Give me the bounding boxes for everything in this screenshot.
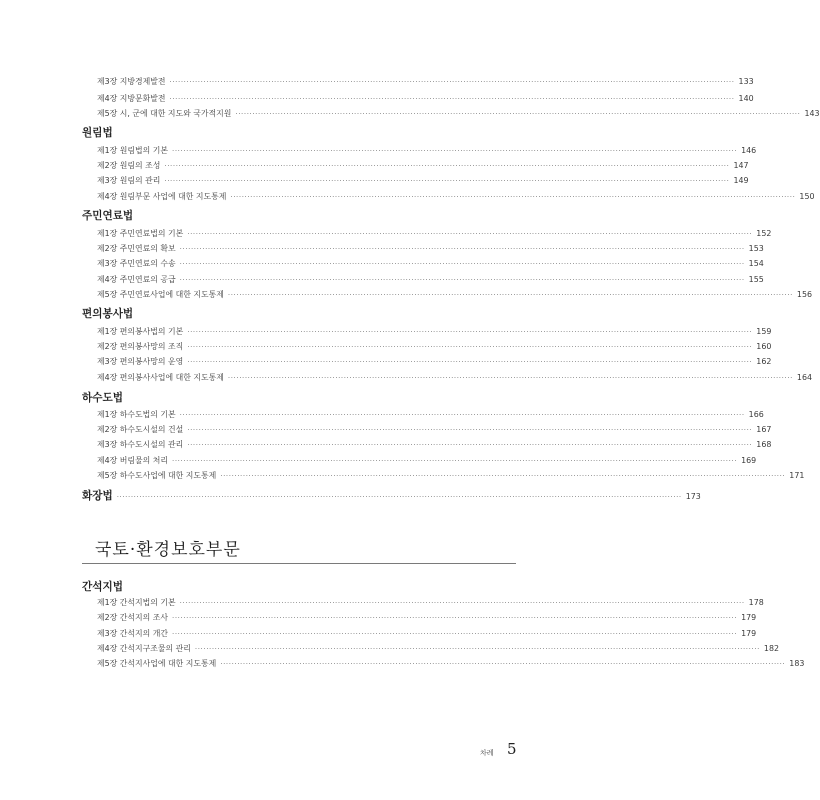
toc-entry[interactable] [97, 659, 805, 669]
toc-entry[interactable] [97, 259, 764, 269]
dot-leader: ········································································································································································································ [164, 162, 730, 170]
toc-entry-label: 제3장 하수도시설의 관리 [97, 440, 184, 449]
toc-entry-label: 제2장 편의봉사망의 조직 [97, 342, 184, 351]
dot-leader: ········································································································································································································ [235, 110, 801, 118]
toc-entry[interactable] [97, 357, 772, 367]
toc-page-number: 167 [756, 425, 772, 434]
toc-entry[interactable] [97, 244, 764, 254]
toc-entry[interactable] [97, 161, 749, 171]
dot-leader: ········································································································································································································ [187, 343, 753, 351]
dot-leader: ········································································································································································································ [172, 630, 738, 638]
dot-leader: ········································································································································································································ [187, 230, 753, 238]
toc-entry[interactable] [97, 290, 812, 300]
toc-entry-label: 제1장 하수도법의 기본 [97, 410, 176, 419]
toc-entry-label: 화장법 [82, 490, 113, 502]
dot-leader: ········································································································································································································ [172, 457, 738, 465]
toc-page-number: 171 [789, 471, 805, 480]
toc-entry-label: 제3장 지방경제발전 [97, 77, 166, 86]
section-heading: 편의봉사법 [82, 308, 134, 320]
dot-leader: ········································································································································································································ [179, 599, 745, 607]
toc-entry-label: 제3장 원림의 관리 [97, 176, 161, 185]
toc-entry[interactable] [97, 327, 772, 337]
dot-leader: ········································································································································································································ [179, 245, 745, 253]
toc-entry-label: 제5장 간석지사업에 대한 지도통제 [97, 659, 217, 668]
dot-leader: ········································································································································································································ [227, 374, 793, 382]
toc-entry[interactable] [97, 342, 772, 352]
dot-leader: ········································································································································································································ [164, 177, 730, 185]
toc-entry[interactable] [97, 644, 779, 654]
toc-entry-label: 제5장 시, 군에 대한 지도와 국가적지원 [97, 109, 232, 118]
toc-entry-label: 제1장 주민연료법의 기본 [97, 229, 184, 238]
toc-page-number: 164 [796, 373, 812, 382]
toc-entry[interactable] [97, 456, 757, 466]
toc-page-number: 168 [756, 440, 772, 449]
toc-page-number: 179 [741, 629, 757, 638]
page-number: 5 [507, 740, 517, 758]
toc-entry[interactable] [97, 176, 749, 186]
dot-leader: ········································································································································································································ [169, 78, 735, 86]
toc-entry-label: 제2장 간석지의 조사 [97, 613, 169, 622]
toc-page-number: 140 [738, 94, 754, 103]
toc-entry-label: 제1장 원림법의 기본 [97, 146, 169, 155]
toc-entry[interactable] [97, 146, 757, 156]
toc-entry-label: 제1장 편의봉사법의 기본 [97, 327, 184, 336]
section-heading: 주민연료법 [82, 210, 134, 222]
toc-entry-label: 제2장 주민연료의 확보 [97, 244, 176, 253]
dot-leader: ········································································································································································································ [187, 441, 753, 449]
toc-entry[interactable] [97, 613, 757, 623]
toc-entry[interactable] [97, 229, 772, 239]
toc-page-number: 156 [796, 290, 812, 299]
toc-page-number: 160 [756, 342, 772, 351]
toc-entry-label: 제4장 버림물의 처리 [97, 456, 169, 465]
major-heading: 국토·환경보호부문 [95, 540, 241, 560]
toc-page-number: 155 [748, 275, 764, 284]
toc-page-number: 162 [756, 357, 772, 366]
toc-entry-label: 제4장 지방문화발전 [97, 94, 166, 103]
toc-entry-label: 제4장 편의봉사사업에 대한 지도통제 [97, 373, 224, 382]
toc-entry[interactable] [97, 598, 764, 608]
toc-entry[interactable] [97, 471, 805, 481]
toc-entry[interactable] [97, 629, 757, 639]
dot-leader: ········································································································································································································ [194, 645, 760, 653]
toc-page-number: 143 [804, 109, 820, 118]
toc-page-number: 182 [763, 644, 779, 653]
dot-leader: ········································································································································································································ [172, 614, 738, 622]
toc-entry-label: 제5장 주민연료사업에 대한 지도통제 [97, 290, 224, 299]
toc-page-number: 149 [733, 176, 749, 185]
dot-leader: ········································································································································································································ [227, 291, 793, 299]
section-heading: 간석지법 [82, 581, 123, 593]
toc-entry[interactable] [97, 77, 754, 87]
toc-entry-label: 제3장 편의봉사망의 운영 [97, 357, 184, 366]
toc-entry[interactable] [97, 192, 815, 202]
toc-page-number: 153 [748, 244, 764, 253]
dot-leader: ········································································································································································································ [179, 411, 745, 419]
toc-entry[interactable] [97, 109, 820, 119]
dot-leader: ········································································································································································································ [116, 493, 682, 501]
toc-entry-label: 제3장 간석지의 개간 [97, 629, 169, 638]
section-heading: 원림법 [82, 127, 113, 139]
toc-page-number: 133 [738, 77, 754, 86]
toc-entry-label: 제4장 간석지구조물의 관리 [97, 644, 191, 653]
toc-entry[interactable] [97, 275, 764, 285]
dot-leader: ········································································································································································································ [179, 276, 745, 284]
toc-page-number: 152 [756, 229, 772, 238]
toc-entry-label: 제4장 원림부문 사업에 대한 지도통제 [97, 192, 227, 201]
dot-leader: ········································································································································································································ [220, 472, 786, 480]
toc-page-number: 146 [741, 146, 757, 155]
major-heading-rule [82, 563, 516, 564]
toc-page-number: 150 [799, 192, 815, 201]
toc-page-number: 178 [748, 598, 764, 607]
toc-entry[interactable] [97, 440, 772, 450]
toc-page-number: 173 [685, 492, 701, 501]
dot-leader: ········································································································································································································ [187, 358, 753, 366]
toc-entry[interactable] [97, 410, 764, 420]
toc-entry-label: 제2장 원림의 조성 [97, 161, 161, 170]
footer-label: 차례 [480, 749, 494, 757]
dot-leader: ········································································································································································································ [187, 328, 753, 336]
dot-leader: ········································································································································································································ [172, 147, 738, 155]
toc-page-number: 166 [748, 410, 764, 419]
toc-entry-label: 제2장 하수도시설의 건설 [97, 425, 184, 434]
toc-page-number: 183 [789, 659, 805, 668]
toc-page-number: 179 [741, 613, 757, 622]
dot-leader: ········································································································································································································ [220, 660, 786, 668]
toc-page-number: 154 [748, 259, 764, 268]
dot-leader: ········································································································································································································ [179, 260, 745, 268]
dot-leader: ········································································································································································································ [169, 95, 735, 103]
section-heading: 하수도법 [82, 392, 123, 404]
dot-leader: ········································································································································································································ [187, 426, 753, 434]
toc-entry-label: 제5장 하수도사업에 대한 지도통제 [97, 471, 217, 480]
toc-page-number: 147 [733, 161, 749, 170]
toc-entry[interactable] [97, 94, 754, 104]
dot-leader: ········································································································································································································ [230, 193, 796, 201]
toc-entry-label: 제1장 간석지법의 기본 [97, 598, 176, 607]
toc-page-number: 169 [741, 456, 757, 465]
toc-section-entry[interactable] [82, 490, 701, 502]
toc-entry[interactable] [97, 373, 812, 383]
toc-page-number: 159 [756, 327, 772, 336]
toc-entry[interactable] [97, 425, 772, 435]
toc-entry-label: 제3장 주민연료의 수송 [97, 259, 176, 268]
toc-entry-label: 제4장 주민연료의 공급 [97, 275, 176, 284]
